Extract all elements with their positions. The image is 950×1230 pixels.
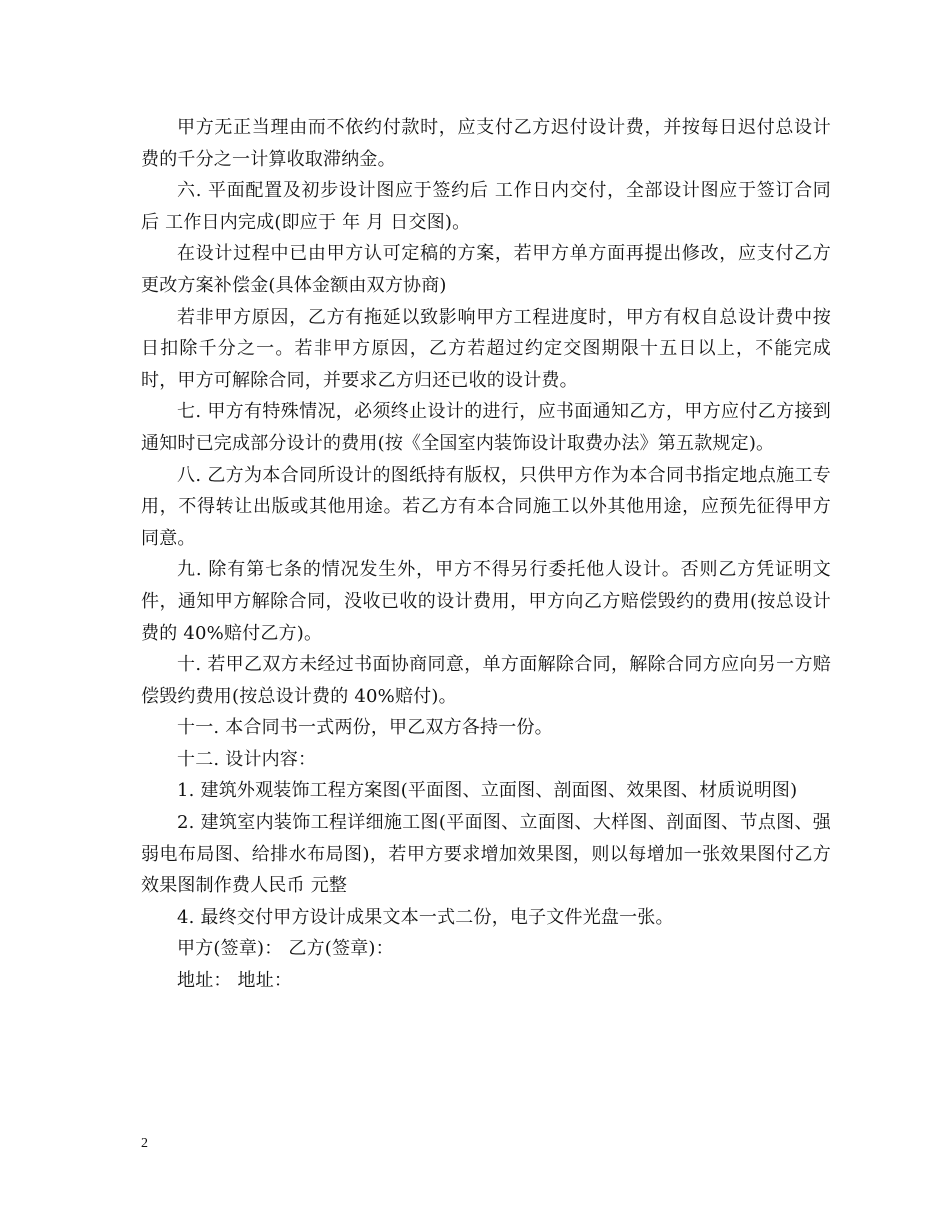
paragraph-late-payment: 甲方无正当理由而不依约付款时，应支付乙方迟付设计费，并按每日迟付总设计费的千分之一计算收取滞纳金。 [141, 117, 831, 170]
paragraph-clause-9: 九. 除有第七条的情况发生外，甲方不得另行委托他人设计。否则乙方凭证明文件，通知甲方解除合同，没收已收的设计费用，甲方向乙方赔偿毁约的费用(按总设计费的 40%赔付乙方)。 [141, 559, 831, 644]
paragraph-clause-8: 八. 乙方为本合同所设计的图纸持有版权，只供甲方作为本合同书指定地点施工专用，不得转让出版或其他用途。若乙方有本合同施工以外其他用途，应预先征得甲方同意。 [141, 464, 831, 549]
paragraph-item-4: 4. 最终交付甲方设计成果文本一式二份，电子文件光盘一张。 [177, 906, 674, 928]
paragraph-delay: 若非甲方原因，乙方有拖延以致影响甲方工程进度时，甲方有权自总设计费中按日扣除千分之一。若非甲方原因，乙方若超过约定交图期限十五日以上，不能完成时，甲方可解除合同，并要求乙方归还已收的设计费。 [141, 306, 831, 391]
paragraph-item-1: 1. 建筑外观装饰工程方案图(平面图、立面图、剖面图、效果图、材质说明图) [177, 780, 798, 802]
document-body [141, 112, 831, 997]
paragraph-clause-11: 十一. 本合同书一式两份，甲乙双方各持一份。 [177, 717, 553, 739]
paragraph-clause-6: 六. 平面配置及初步设计图应于签约后 工作日内交付，全部设计图应于签订合同后 工作日内完成(即应于 年 月 日交图)。 [141, 180, 831, 233]
page-number: 2 [141, 1136, 148, 1151]
paragraph-clause-7: 七. 甲方有特殊情况，必须终止设计的进行，应书面通知乙方，甲方应付乙方接到通知时已完成部分设计的费用(按《全国室内装饰设计取费办法》第五款规定)。 [141, 401, 831, 454]
paragraph-design-change: 在设计过程中已由甲方认可定稿的方案，若甲方单方面再提出修改，应支付乙方更改方案补偿金(具体金额由双方协商) [141, 243, 831, 296]
paragraph-clause-10: 十. 若甲乙双方未经过书面协商同意，单方面解除合同，解除合同方应向另一方赔偿毁约费用(按总设计费的 40%赔付)。 [141, 654, 831, 707]
paragraph-clause-12: 十二. 设计内容： [177, 748, 317, 770]
paragraph-item-2: 2. 建筑室内装饰工程详细施工图(平面图、立面图、大样图、剖面图、节点图、强弱电布局图、给排水布局图)，若甲方要求增加效果图，则以每增加一张效果图付乙方效果图制作费人民币 元整 [141, 812, 831, 897]
paragraph-addresses: 地址： 地址： [177, 970, 293, 992]
paragraph-signatures: 甲方(签章)： 乙方(签章)： [177, 938, 394, 960]
